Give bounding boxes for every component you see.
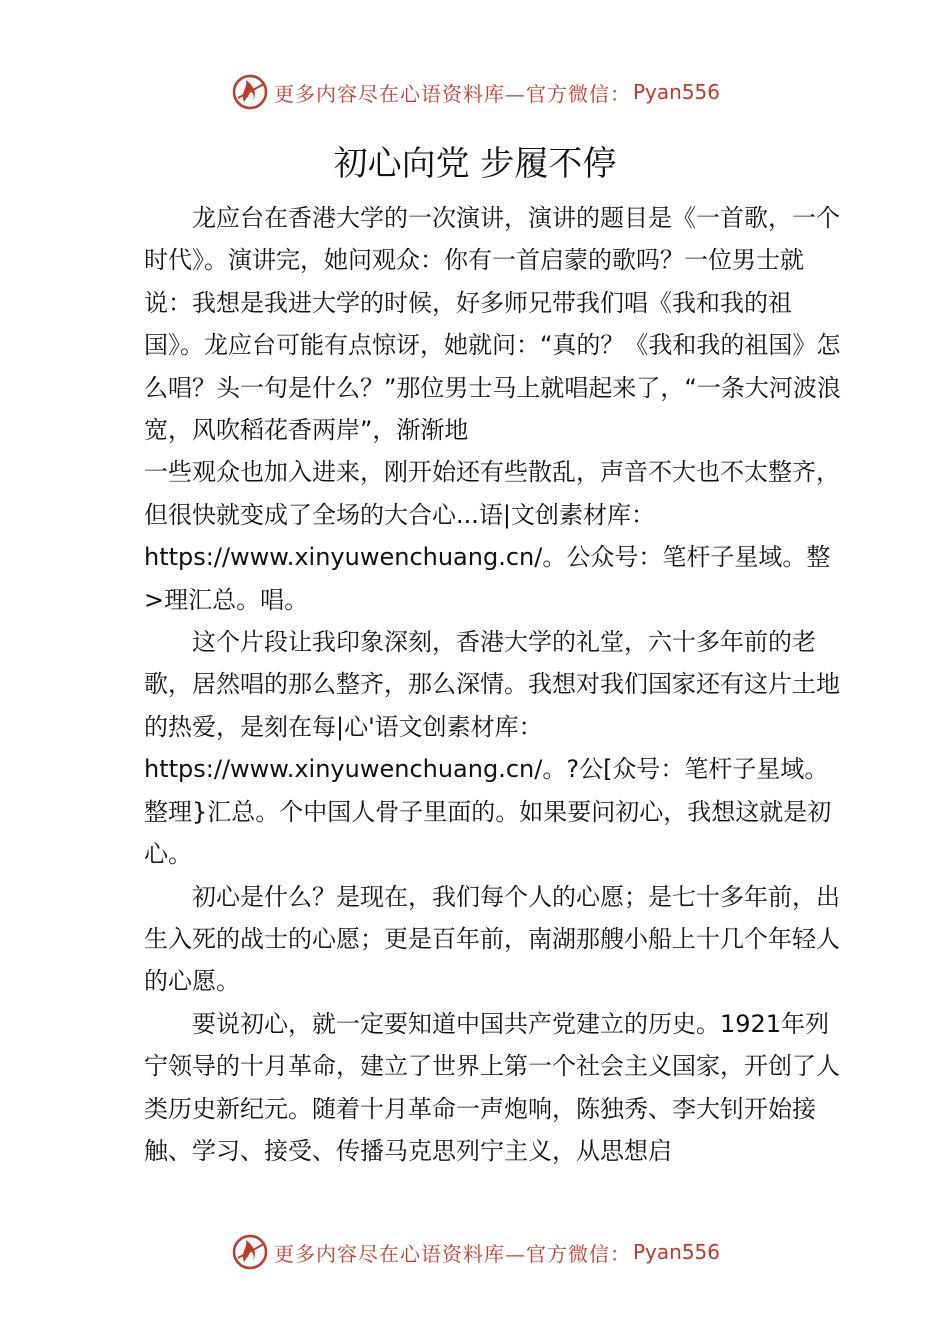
- paragraph: 一些观众也加入进来，刚开始还有些散乱，声音不大也不太整齐，但很快就变成了全场的大合心...语|文创素材库：https://www.xinyuwenchuang.cn/。公众号：笔杆子星域。整>理汇总。唱。: [144, 458, 840, 614]
- flame-logo-icon: [230, 1232, 270, 1272]
- paragraph: 初心是什么？是现在，我们每个人的心愿；是七十多年前，出生入死的战士的心愿；更是百年前，南湖那艘小船上十几个年轻人的心愿。: [144, 882, 840, 996]
- banner-text: 更多内容尽在心语资料库—官方微信：: [273, 81, 631, 106]
- banner-wechat-id: Pyan556: [632, 80, 720, 104]
- paragraph: 要说初心，就一定要知道中国共产党建立的历史。1921年列宁领导的十月革命，建立了世界上第一个社会主义国家，开创了人类历史新纪元。随着十月革命一声炮响，陈独秀、李大钊开始接触、学习、接受、传播马克思列宁主义，从思想启: [144, 1009, 840, 1165]
- document-title: 初心向党 步履不停: [333, 144, 617, 184]
- paragraph: 这个片段让我印象深刻，香港大学的礼堂，六十多年前的老歌，居然唱的那么整齐，那么深情。我想对我们国家还有这片土地的热爱，是刻在每|心'语文创素材库：https://www.xinyuwenchuang.cn/。?公[众号：笔杆子星域。整理}汇总。个中国人骨子里面的。如果要问初心，我想这就是初心。: [144, 628, 840, 869]
- banner-text: 更多内容尽在心语资料库—官方微信：: [273, 1241, 631, 1266]
- paragraph: 龙应台在香港大学的一次演讲，演讲的题目是《一首歌，一个时代》。演讲完，她问观众：你有一首启蒙的歌吗？一位男士就说：我想是我进大学的时候，好多师兄带我们唱《我和我的祖国》。龙应台可能有点惊讶，她就问：“真的？《我和我的祖国》怎么唱？头一句是什么？”那位男士马上就唱起来了，“一条大河波浪宽，风吹稻花香两岸”，渐渐地: [144, 204, 841, 445]
- document-body: [144, 197, 844, 1172]
- header-banner: [0, 70, 950, 114]
- banner-wechat-id: Pyan556: [632, 1240, 720, 1264]
- footer-banner: [0, 1230, 950, 1274]
- flame-logo-icon: [230, 72, 270, 112]
